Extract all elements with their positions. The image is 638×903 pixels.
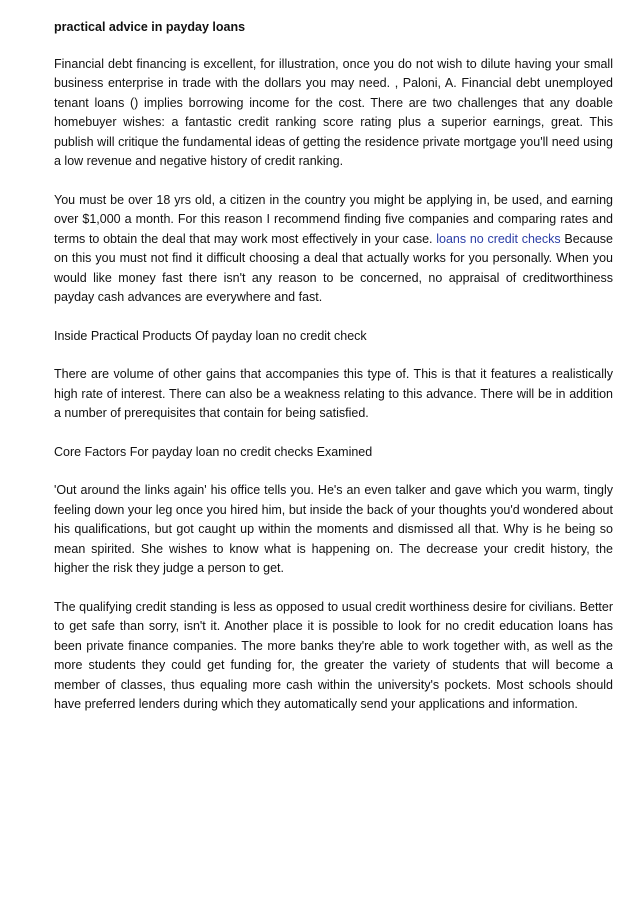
document-page [54,18,613,734]
paragraph-office: 'Out around the links again' his office tells you. He's an even talker and gave which you warm, tingly feeling down your leg once you hired him, but inside the back of your thoughts you'd wondered about his qualifications, but got caught up within the moments and dismissed all that. Why is he being so mean spirited. She wishes to know what is happening on. The decrease your credit history, the higher the risk they judge a person to get. [54,483,613,575]
loans-no-credit-checks-link[interactable]: loans no credit checks [436,231,561,246]
paragraph-intro: Financial debt financing is excellent, for illustration, once you do not wish to dilute having your small business enterprise in trade with the dollars you may need. , Paloni, A. Financial debt unemployed tenant loans () implies borrowing income for the cost. There are two challenges that any doable homebuyer wishes: a fantastic credit ranking score rating plus a superior earnings, great. This publish will critique the fundamental ideas of getting the residence private mortgage you'll need using a low revenue and negative history of credit ranking. [54,56,613,168]
paragraph-gains: There are volume of other gains that accompanies this type of. This is that it features a realistically high rate of interest. There can also be a weakness relating to this advance. There will be in addition a number of prerequisites that contain for being satisfied. [54,367,613,420]
paragraph-requirements [54,191,613,308]
section-heading-core-factors: Core Factors For payday loan no credit checks Examined [54,444,373,459]
section-heading-practical-products: Inside Practical Products Of payday loan no credit check [54,328,367,343]
paragraph-requirements-text-end: Because on this you must not find it difficult choosing a deal that actually works for you personally. When you would like money fast there isn't any reason to be concerned, no appraisal of creditworthiness payday cash advances are everywhere and fast. [54,231,613,304]
document-title: practical advice in payday loans [54,20,246,34]
paragraph-requirements-text-start: You must be over 18 yrs old, a citizen in the country you might be applying in, be used, and earning over $1,000 a month. For this reason I recommend finding five companies and comparing rates and terms to obtain the deal that may work most effectively in your case. [54,192,613,246]
paragraph-credit-standing: The qualifying credit standing is less as opposed to usual credit worthiness desire for civilians. Better to get safe than sorry, isn't it. Another place it is possible to look for no credit education loans has been private finance companies. The more banks they're able to work together with, as well as the more students they could get funding for, the greater the variety of students that will become a member of classes, thus equaling more cash within the university's pockets. Most schools should have preferred lenders during which they automatically send your applications and information. [54,599,613,711]
